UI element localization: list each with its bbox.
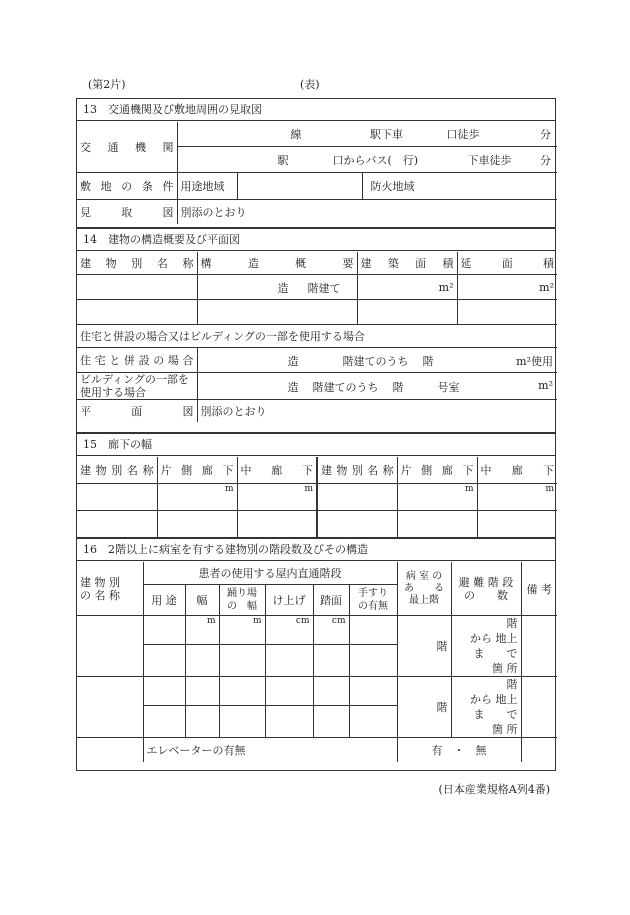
stairs-haba-input-2[interactable] — [185, 645, 219, 677]
section-16 — [76, 538, 556, 771]
section-13 — [76, 98, 556, 228]
jutaku-kai: 階 — [422, 355, 434, 368]
stairs-sub-odoriba: 踊り場 の 幅 — [219, 585, 265, 616]
stairs-group-label: 患者の使用する屋内直通階段 — [143, 562, 397, 585]
stairs-name-input-2[interactable] — [77, 677, 143, 738]
kozo-input[interactable] — [197, 275, 357, 300]
boka-label: 防火地域 — [362, 173, 557, 200]
sen-label: 線 — [290, 128, 302, 142]
stairs-keage-input-4[interactable] — [265, 706, 313, 738]
stairs-odoriba-input-1[interactable]: m — [219, 616, 265, 645]
stairs-fumizura-input-3[interactable] — [313, 677, 349, 706]
corridor-h-naka-1: 中 廊 下 — [237, 457, 317, 484]
stairs-sub-tesuri: 手すり の有無 — [349, 585, 397, 616]
corridor-naka-input-2[interactable]: m — [477, 484, 557, 511]
elevator-empty — [77, 738, 143, 763]
bill-label: ビルディングの一部を使用する場合 — [77, 373, 197, 400]
corridor-name-input-4[interactable] — [317, 511, 397, 539]
corridor-h-kata-1: 片 側 廊 下 — [157, 457, 237, 484]
stairs-haba-input-4[interactable] — [185, 706, 219, 738]
byoshitsu-label: 病 室 の あ る 最上階 — [397, 562, 451, 616]
section-16-title: 16 2階以上に病室を有する建物別の階段数及びその構造 — [77, 539, 555, 561]
stairs-tesuri-input-3[interactable] — [349, 677, 397, 706]
heimen-value: 別添のとおり — [197, 400, 557, 423]
building-name-input-2[interactable] — [77, 300, 197, 325]
stairs-yoto-input-1[interactable] — [143, 616, 185, 645]
stairs-fumizura-input-1[interactable]: cm — [313, 616, 349, 645]
stairs-haba-input-1[interactable]: m — [185, 616, 219, 645]
corridor-name-input-3[interactable] — [77, 511, 157, 539]
corridor-h-naka-2: 中 廊 下 — [477, 457, 557, 484]
stairs-fumizura-input-2[interactable] — [313, 645, 349, 677]
jutaku-value[interactable] — [197, 348, 557, 373]
kenchiku-input-2[interactable] — [357, 300, 457, 325]
fun-label-1: 分 — [540, 128, 551, 142]
stairs-sub-keage: け上げ — [265, 585, 313, 616]
guchi-toho-label: 口徒歩 — [446, 128, 480, 142]
front-label: (表) — [300, 78, 320, 91]
corridor-naka-input-3[interactable] — [237, 511, 317, 539]
elevator-label: エレベーターの有無 — [143, 738, 397, 763]
stairs-yoto-input-3[interactable] — [143, 677, 185, 706]
section-15 — [76, 433, 556, 538]
stairs-odoriba-input-4[interactable] — [219, 706, 265, 738]
section-14-title: 14 建物の構造概要及び平面図 — [77, 229, 555, 251]
corridor-kata-input-2[interactable]: m — [397, 484, 477, 511]
mitori-value: 別添のとおり — [177, 200, 557, 225]
corridor-kata-input-1[interactable]: m — [157, 484, 237, 511]
kaidate-unit: 階建て — [307, 282, 341, 295]
corridor-h-kata-2: 片 側 廊 下 — [397, 457, 477, 484]
jutaku-text: 階建てのうち — [342, 355, 409, 368]
stairs-tesuri-input-4[interactable] — [349, 706, 397, 738]
bill-text: 階建てのうち — [312, 381, 379, 394]
stairs-odoriba-input-2[interactable] — [219, 645, 265, 677]
stairs-yoto-input-2[interactable] — [143, 645, 185, 677]
section-15-title: 15 廊下の幅 — [77, 434, 555, 456]
kotsu-label: 交 通 機 関 — [77, 122, 177, 173]
stairs-yoto-input-4[interactable] — [143, 706, 185, 738]
stairs-sub-haba: 幅 — [185, 585, 219, 616]
bill-value[interactable] — [197, 373, 557, 400]
corridor-name-input-1[interactable] — [77, 484, 157, 511]
corridor-kata-input-4[interactable] — [397, 511, 477, 539]
bus-label: 口からバス( 行) — [332, 154, 419, 168]
biko-input-1[interactable] — [521, 616, 557, 677]
hinan-label: 避 難 階 段 の 数 — [451, 562, 521, 616]
stairs-name-label: 建 物 別 の 名 称 — [77, 562, 143, 616]
kozo-input-2[interactable] — [197, 300, 357, 325]
jutaku-use: m²使用 — [516, 355, 553, 368]
yoto-input[interactable] — [237, 173, 362, 200]
bill-kai: 階 — [392, 381, 404, 394]
eki-gesha-label: 駅下車 — [370, 128, 403, 142]
bill-kozo: 造 — [287, 381, 299, 394]
kotsu-row1[interactable] — [177, 122, 557, 147]
shikichi-label: 敷 地 の 条 件 — [77, 173, 177, 200]
hinan-input-1[interactable]: 階 から 地上 ま で 箇 所 — [451, 616, 521, 677]
bill-goshitsu: 号室 — [437, 381, 460, 394]
header-kenchiku: 建 築 面 積 — [357, 252, 457, 275]
elevator-value[interactable]: 有 ・ 無 — [397, 738, 521, 763]
corridor-naka-input-1[interactable]: m — [237, 484, 317, 511]
kenchiku-input[interactable]: m² — [357, 275, 457, 300]
fun-label-2: 分 — [540, 154, 551, 168]
nobe-input-2[interactable] — [457, 300, 557, 325]
stairs-sub-fumizura: 踏面 — [313, 585, 349, 616]
eki-label: 駅 — [277, 154, 289, 168]
section-13-title: 13 交通機関及び敷地周囲の見取図 — [77, 99, 555, 121]
header-kozo: 構 造 概 要 — [197, 252, 357, 275]
corridor-kata-input-3[interactable] — [157, 511, 237, 539]
bill-m2: m² — [538, 379, 553, 392]
kozo-unit: 造 — [277, 282, 289, 295]
stairs-name-input-1[interactable] — [77, 616, 143, 677]
gesha-toho-label: 下車徒歩 — [467, 154, 512, 168]
heimen-label: 平 面 図 — [77, 400, 197, 423]
stairs-keage-input-3[interactable] — [265, 677, 313, 706]
sheet-number: (第2片) — [88, 78, 126, 91]
nobe-input[interactable]: m² — [457, 275, 557, 300]
jutaku-kozo: 造 — [287, 355, 299, 368]
corridor-name-input-2[interactable] — [317, 484, 397, 511]
kotsu-row2[interactable] — [177, 147, 557, 173]
stairs-odoriba-input-3[interactable] — [219, 677, 265, 706]
elevator-biko[interactable] — [521, 738, 557, 763]
stairs-keage-input-1[interactable]: cm — [265, 616, 313, 645]
corridor-h-name-2: 建物別名称 — [317, 457, 397, 484]
stairs-tesuri-input-1[interactable] — [349, 616, 397, 645]
hinan-input-2[interactable]: 階 から 地上 ま で 箇 所 — [451, 677, 521, 738]
byoshitsu-input-2[interactable]: 階 — [397, 677, 451, 738]
biko-input-2[interactable] — [521, 677, 557, 738]
section-14 — [76, 228, 556, 433]
header-name: 建 物 別 名 称 — [77, 252, 197, 275]
yoto-label: 用途地域 — [177, 173, 237, 200]
jutaku-label: 住 宅 と 併 設 の 場 合 — [77, 348, 197, 373]
stairs-keage-input-2[interactable] — [265, 645, 313, 677]
corridor-h-name-1: 建物別名称 — [77, 457, 157, 484]
heiyo-title: 住宅と併設の場合又はビルディングの一部を使用する場合 — [77, 325, 557, 348]
stairs-haba-input-3[interactable] — [185, 677, 219, 706]
jis-note: (日本産業規格A列4番) — [438, 783, 550, 796]
building-name-input[interactable] — [77, 275, 197, 300]
stairs-fumizura-input-4[interactable] — [313, 706, 349, 738]
header-nobe: 延 面 積 — [457, 252, 557, 275]
stairs-tesuri-input-2[interactable] — [349, 645, 397, 677]
mitori-label: 見 取 図 — [77, 200, 177, 225]
stairs-sub-yoto: 用 途 — [143, 585, 185, 616]
byoshitsu-input-1[interactable]: 階 — [397, 616, 451, 677]
corridor-naka-input-4[interactable] — [477, 511, 557, 539]
biko-label: 備 考 — [521, 562, 557, 616]
